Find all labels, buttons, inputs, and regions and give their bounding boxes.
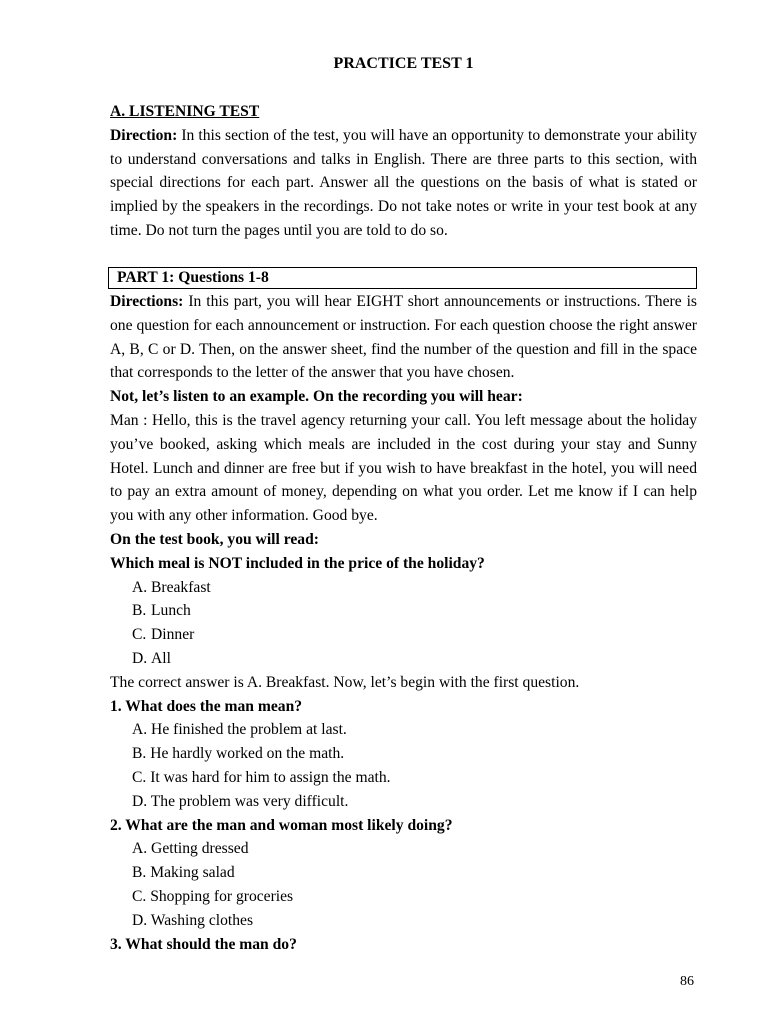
page-title: PRACTICE TEST 1 [333,55,474,72]
example-option [110,599,697,623]
example-transcript: Man : Hello, this is the travel agency returning your call. You left message about the holiday you’ve booked, asking which meals are included in the cost during your stay and Sunny Hotel. Lunch and dinner are free but if you wish to have breakfast in the hotel, you will need to pay an extra amount of money, depending on what you order. Let me know if I can help you with any other information. Good bye. [110,411,697,525]
option-text: Lunch [151,602,191,620]
example-intro: Not, let’s listen to an example. On the recording you will hear: [110,388,523,406]
question-1-option-d: D. The problem was very difficult. [132,792,349,810]
example-option [110,623,697,647]
part1-content [110,290,697,956]
option-text: Dinner [151,626,195,644]
test-book-label: On the test book, you will read: [110,530,319,548]
example-answer: The correct answer is A. Breakfast. Now, let’s begin with the first question. [110,673,580,691]
question-1-option-b: B. He hardly worked on the math. [132,745,345,763]
question-2: 2. What are the man and woman most likely doing? [110,816,453,834]
part1-header: PART 1: Questions 1-8 [117,269,269,286]
question-3: 3. What should the man do? [110,935,297,953]
option-letter: C. [132,626,147,644]
example-option [110,576,697,600]
example-question: Which meal is NOT included in the price of the holiday? [110,554,485,572]
question-2-option-b: B. Making salad [132,864,235,882]
question-2-option-c: C. Shopping for groceries [132,887,294,905]
option-text: All [151,649,171,667]
part1-header-box [108,267,697,289]
page-number: 86 [680,974,694,989]
part1-directions-label: Directions: [110,293,184,310]
question-2-option-a: A. Getting dressed [132,840,249,858]
option-letter: B. [132,602,147,620]
direction-paragraph [110,124,697,243]
part1-directions [110,290,697,385]
direction-label: Direction: [110,126,178,144]
question-1-option-c: C. It was hard for him to assign the math. [132,768,391,786]
direction-text: In this section of the test, you will have an opportunity to demonstrate your ability to understand conversations and talks in English. There are three parts to this section, with special directions for each part. Answer all the questions on the basis of what is stated or implied by the speakers in the recordings. Do not take notes or write in your test book at any time. Do not turn the pages until you are told to do so. [110,126,697,239]
example-option [110,647,697,671]
option-letter: D. [132,649,148,667]
part1-directions-text: In this part, you will hear EIGHT short announcements or instructions. There is one question for each announcement or instruction. For each question choose the right answer A, B, C or D. Then, on the answer sheet, find the number of the question and fill in the space that corresponds to the letter of the answer that you have chosen. [110,293,697,382]
option-text: Breakfast [151,578,211,596]
option-letter: A. [132,578,148,596]
question-1: 1. What does the man mean? [110,697,303,715]
question-1-option-a: A. He finished the problem at last. [132,721,347,739]
question-2-option-d: D. Washing clothes [132,911,254,929]
section-heading: A. LISTENING TEST [110,103,260,120]
listening-section [110,100,697,243]
